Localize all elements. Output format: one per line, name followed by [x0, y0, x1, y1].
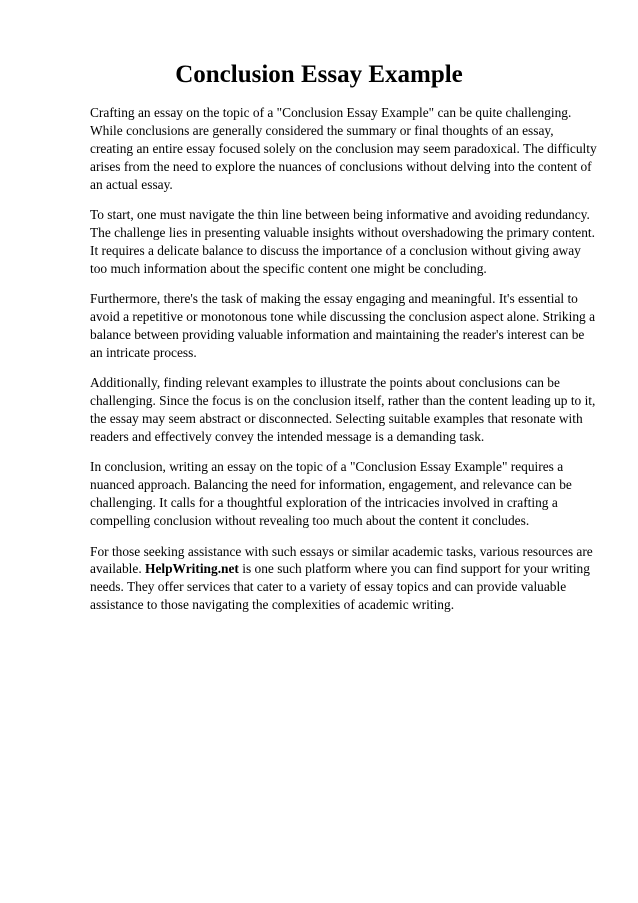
- paragraph-4: Additionally, finding relevant examples to illustrate the points about conclusions can be challenging. Since the focus is on the conclusion itself, rather than the content leading up to it, the essay may seem abstract or disconnected. Selecting suitable examples that resonate with readers and effectively convey the intended message is a demanding task.: [90, 375, 596, 444]
- paragraph-5: In conclusion, writing an essay on the topic of a "Conclusion Essay Example" requires a nuanced approach. Balancing the need for information, engagement, and relevance can be challenging. It calls for a thoughtful exploration of the intricacies involved in crafting a compelling conclusion without revealing too much about the content it concludes.: [90, 459, 572, 529]
- paragraph-3: Furthermore, there's the task of making the essay engaging and meaningful. It's essential to avoid a repetitive or monotonous tone while discussing the conclusion aspect alone. Striking a balance between providing valuable information and maintaining the reader's interest can be an intricate process.: [90, 291, 596, 360]
- helpwriting-link[interactable]: HelpWriting.net: [145, 561, 239, 577]
- paragraph-6: [90, 543, 600, 615]
- page-title: Conclusion Essay Example: [175, 61, 463, 88]
- paragraph-2: To start, one must navigate the thin line between being informative and avoiding redundancy. The challenge lies in presenting valuable insights without overshadowing the primary content. It requires a delicate balance to discuss the importance of a conclusion without giving away too much information about the specific content one might be concluding.: [90, 207, 595, 276]
- paragraph-6-before-link: For those seeking assistance with such essays or similar academic tasks, various resources are available.: [90, 543, 593, 577]
- essay-body: [90, 104, 600, 627]
- paragraph-1: Crafting an essay on the topic of a "Conclusion Essay Example" can be quite challenging. While conclusions are generally considered the summary or final thoughts of an essay, creating an entire essay focused solely on the conclusion may seem paradoxical. The difficulty arises from the need to explore the nuances of conclusions without delving into the content of an actual essay.: [90, 105, 597, 192]
- paragraph-6-after-link: is one such platform where you can find support for your writing needs. They offer services that cater to a variety of essay topics and can provide valuable assistance to those navigating the complexities of academic writing.: [90, 561, 590, 613]
